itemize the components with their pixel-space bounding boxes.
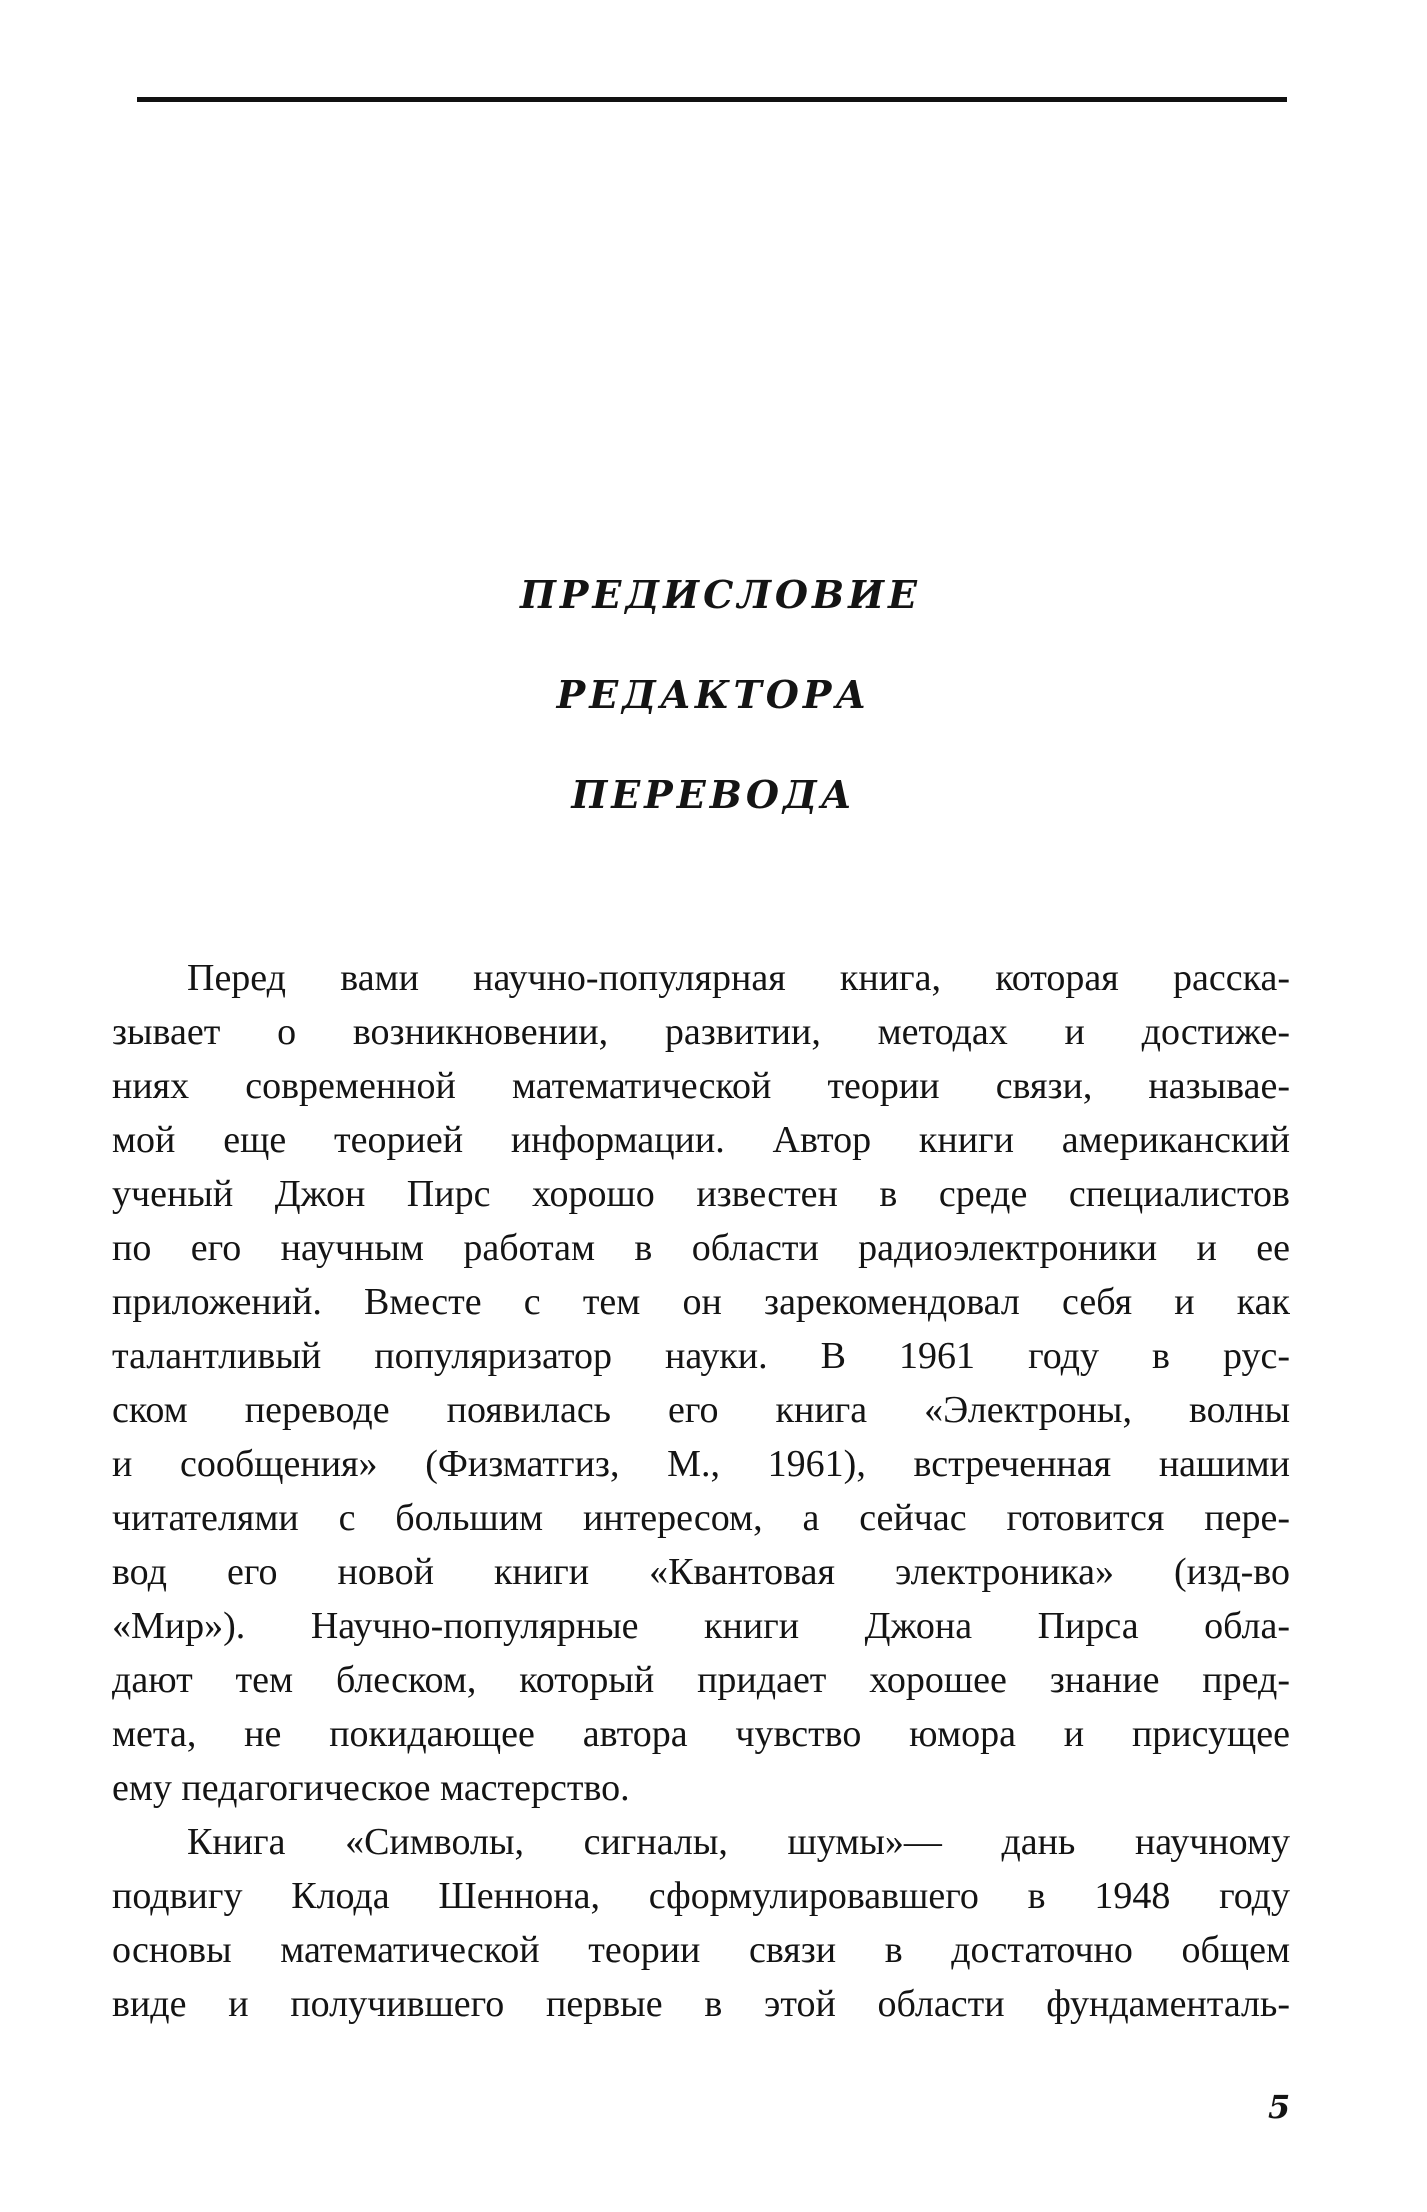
text-line: вод его новой книги «Квантовая электроника» (изд-во [112, 1551, 1290, 1593]
text-line: основы математической теории связи в достаточно общем [112, 1929, 1290, 1971]
top-rule [137, 97, 1287, 102]
text-line: мета, не покидающее автора чувство юмора и присущее [112, 1713, 1290, 1755]
text-line: мой еще теорией информации. Автор книги американский [112, 1119, 1290, 1161]
page-number: 5 [1268, 2088, 1291, 2126]
text-line: талантливый популяризатор науки. В 1961 году в рус- [112, 1335, 1290, 1377]
text-line: Книга «Символы, сигналы, шумы»— дань научному [187, 1821, 1290, 1863]
text-line: ском переводе появилась его книга «Электроны, волны [112, 1389, 1290, 1431]
chapter-title [0, 545, 1427, 845]
title-line-3: ПЕРЕВОДА [571, 772, 856, 817]
paragraph-1 [112, 951, 1290, 1815]
text-line: виде и получившего первые в этой области фундаменталь- [112, 1983, 1290, 2025]
text-line: и сообщения» (Физматгиз, М., 1961), встреченная нашими [112, 1443, 1290, 1485]
text-line: приложений. Вместе с тем он зарекомендовал себя и как [112, 1281, 1290, 1323]
paragraph-2 [112, 1815, 1290, 2031]
text-line: дают тем блеском, который придает хорошее знание пред- [112, 1659, 1290, 1701]
title-line-2: РЕДАКТОРА [556, 672, 871, 717]
text-line: «Мир»). Научно-популярные книги Джона Пирса обла- [112, 1605, 1290, 1647]
text-line: ниях современной математической теории связи, называе- [112, 1065, 1290, 1107]
body-text [112, 951, 1290, 2031]
text-line: по его научным работам в области радиоэлектроники и ее [112, 1227, 1290, 1269]
text-line: Перед вами научно-популярная книга, которая расска- [187, 957, 1290, 999]
text-line: зывает о возникновении, развитии, методах и достиже- [112, 1011, 1290, 1053]
text-line: ему педагогическое мастерство. [112, 1767, 630, 1809]
text-line: ученый Джон Пирс хорошо известен в среде специалистов [112, 1173, 1290, 1215]
text-line: подвигу Клода Шеннона, сформулировавшего в 1948 году [112, 1875, 1290, 1917]
text-line: читателями с большим интересом, а сейчас готовится пере- [112, 1497, 1290, 1539]
title-line-1: ПРЕДИСЛОВИЕ [519, 572, 922, 617]
